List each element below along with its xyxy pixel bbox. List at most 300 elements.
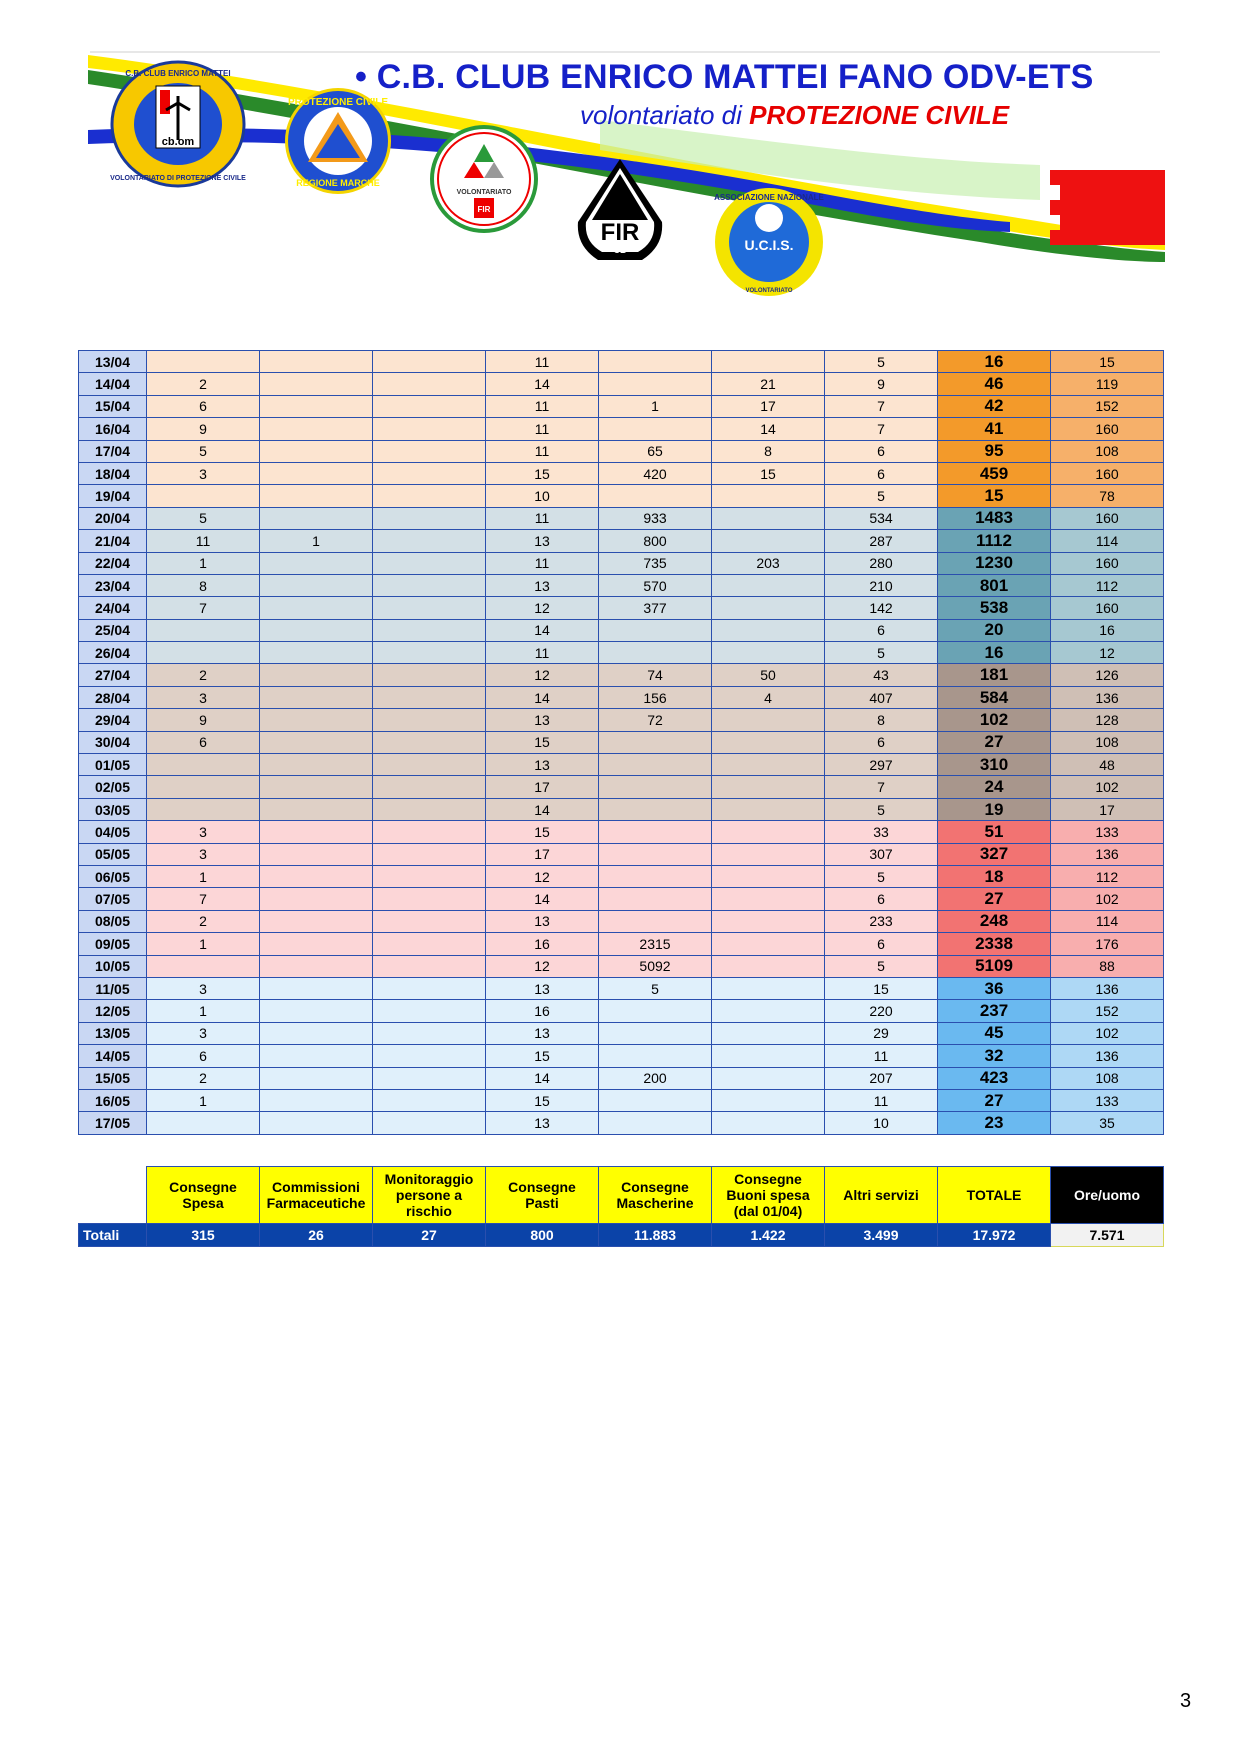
value-cell: [599, 754, 712, 776]
value-cell: 2: [147, 373, 260, 395]
value-cell: 11: [486, 395, 599, 417]
value-cell: [373, 754, 486, 776]
value-cell: [599, 865, 712, 887]
value-cell: 6: [825, 462, 938, 484]
value-cell: [373, 574, 486, 596]
table-row: [79, 642, 1164, 664]
total-cell: 41: [938, 418, 1051, 440]
column-headers-row: [79, 1167, 1164, 1224]
total-cell: 2338: [938, 933, 1051, 955]
table-row: [79, 485, 1164, 507]
date-cell: 29/04: [79, 709, 147, 731]
date-cell: 16/05: [79, 1089, 147, 1111]
value-cell: [147, 642, 260, 664]
total-cell: 32: [938, 1045, 1051, 1067]
value-cell: [260, 977, 373, 999]
value-cell: 6: [825, 933, 938, 955]
value-cell: [599, 619, 712, 641]
value-cell: [373, 709, 486, 731]
value-cell: [260, 485, 373, 507]
value-cell: 8: [825, 709, 938, 731]
value-cell: [373, 977, 486, 999]
date-cell: 03/05: [79, 798, 147, 820]
total-cell: 310: [938, 754, 1051, 776]
value-cell: 9: [147, 418, 260, 440]
value-cell: [260, 440, 373, 462]
value-cell: [373, 552, 486, 574]
value-cell: [599, 1000, 712, 1022]
value-cell: 5: [825, 485, 938, 507]
value-cell: 280: [825, 552, 938, 574]
value-cell: [260, 664, 373, 686]
value-cell: [373, 373, 486, 395]
value-cell: [599, 373, 712, 395]
value-cell: 5092: [599, 955, 712, 977]
value-cell: [147, 485, 260, 507]
header-blank-cell: [79, 1167, 147, 1224]
value-cell: [712, 1089, 825, 1111]
hours-cell: 102: [1051, 1022, 1164, 1044]
value-cell: [373, 619, 486, 641]
hours-cell: 119: [1051, 373, 1164, 395]
value-cell: 13: [486, 709, 599, 731]
hours-cell: 152: [1051, 1000, 1164, 1022]
table-row: [79, 977, 1164, 999]
total-cell: 237: [938, 1000, 1051, 1022]
value-cell: [373, 440, 486, 462]
date-cell: 02/05: [79, 776, 147, 798]
value-cell: [599, 1112, 712, 1134]
value-cell: 1: [147, 1000, 260, 1022]
table-row: [79, 754, 1164, 776]
table-row: [79, 865, 1164, 887]
value-cell: 11: [486, 642, 599, 664]
value-cell: 933: [599, 507, 712, 529]
column-header: Ore/uomo: [1051, 1167, 1164, 1224]
hours-cell: 128: [1051, 709, 1164, 731]
ucis-logo: [713, 186, 825, 298]
date-cell: 05/05: [79, 843, 147, 865]
date-cell: 19/04: [79, 485, 147, 507]
total-cell: 327: [938, 843, 1051, 865]
table-row: [79, 776, 1164, 798]
value-cell: 6: [147, 1045, 260, 1067]
value-cell: [260, 574, 373, 596]
subtitle-highlight: PROTEZIONE CIVILE: [749, 100, 1010, 130]
table-row: [79, 709, 1164, 731]
subtitle-prefix: volontariato di: [580, 100, 750, 130]
hours-cell: 136: [1051, 977, 1164, 999]
value-cell: 13: [486, 910, 599, 932]
date-cell: 22/04: [79, 552, 147, 574]
table-row: [79, 530, 1164, 552]
value-cell: [712, 574, 825, 596]
value-cell: [712, 910, 825, 932]
svg-text:VOLONTARIATO: VOLONTARIATO: [745, 288, 793, 294]
value-cell: [373, 933, 486, 955]
date-cell: 13/05: [79, 1022, 147, 1044]
total-cell: 5109: [938, 955, 1051, 977]
value-cell: [712, 843, 825, 865]
total-cell: 801: [938, 574, 1051, 596]
value-cell: 7: [825, 418, 938, 440]
value-cell: 15: [825, 977, 938, 999]
value-cell: 1: [260, 530, 373, 552]
hours-cell: 17: [1051, 798, 1164, 820]
date-cell: 15/05: [79, 1067, 147, 1089]
value-cell: 233: [825, 910, 938, 932]
value-cell: [260, 619, 373, 641]
date-cell: 13/04: [79, 351, 147, 373]
value-cell: [373, 530, 486, 552]
hours-cell: 160: [1051, 462, 1164, 484]
value-cell: 1: [147, 933, 260, 955]
value-cell: 50: [712, 664, 825, 686]
value-cell: 2315: [599, 933, 712, 955]
date-cell: 04/05: [79, 821, 147, 843]
value-cell: 3: [147, 821, 260, 843]
value-cell: 2: [147, 910, 260, 932]
hours-cell: 88: [1051, 955, 1164, 977]
value-cell: 13: [486, 574, 599, 596]
value-cell: 14: [486, 619, 599, 641]
value-cell: 65: [599, 440, 712, 462]
date-cell: 15/04: [79, 395, 147, 417]
value-cell: [712, 530, 825, 552]
value-cell: 11: [825, 1089, 938, 1111]
value-cell: 1: [147, 1089, 260, 1111]
value-cell: [712, 1000, 825, 1022]
value-cell: [712, 619, 825, 641]
value-cell: [260, 686, 373, 708]
value-cell: [599, 642, 712, 664]
hours-cell: 102: [1051, 888, 1164, 910]
value-cell: 15: [486, 1045, 599, 1067]
table-row: [79, 664, 1164, 686]
column-header: TOTALE: [938, 1167, 1051, 1224]
date-cell: 12/05: [79, 1000, 147, 1022]
value-cell: [599, 910, 712, 932]
value-cell: [712, 1022, 825, 1044]
table-row: [79, 1045, 1164, 1067]
column-total: 315: [147, 1224, 260, 1247]
value-cell: 43: [825, 664, 938, 686]
table-row: [79, 731, 1164, 753]
value-cell: 11: [486, 418, 599, 440]
date-cell: 14/04: [79, 373, 147, 395]
hours-cell: 136: [1051, 686, 1164, 708]
hours-cell: 112: [1051, 865, 1164, 887]
value-cell: 15: [486, 731, 599, 753]
hours-cell: 102: [1051, 776, 1164, 798]
value-cell: [712, 888, 825, 910]
hours-cell: 114: [1051, 530, 1164, 552]
total-cell: 16: [938, 351, 1051, 373]
table-row: [79, 821, 1164, 843]
total-cell: 102: [938, 709, 1051, 731]
page-number: 3: [1180, 1690, 1192, 1712]
date-cell: 21/04: [79, 530, 147, 552]
value-cell: [260, 395, 373, 417]
value-cell: 9: [825, 373, 938, 395]
value-cell: [373, 462, 486, 484]
value-cell: [599, 1022, 712, 1044]
value-cell: [260, 1022, 373, 1044]
value-cell: 570: [599, 574, 712, 596]
value-cell: 7: [147, 888, 260, 910]
date-cell: 10/05: [79, 955, 147, 977]
value-cell: [260, 754, 373, 776]
value-cell: [599, 843, 712, 865]
total-cell: 51: [938, 821, 1051, 843]
value-cell: [712, 709, 825, 731]
value-cell: [147, 955, 260, 977]
value-cell: 11: [147, 530, 260, 552]
value-cell: [373, 642, 486, 664]
value-cell: [260, 843, 373, 865]
column-header: Consegne Spesa: [147, 1167, 260, 1224]
svg-text:FIR: FIR: [600, 219, 640, 246]
value-cell: 2: [147, 664, 260, 686]
value-cell: [712, 798, 825, 820]
value-cell: 11: [486, 440, 599, 462]
value-cell: 534: [825, 507, 938, 529]
value-cell: [260, 351, 373, 373]
value-cell: [599, 821, 712, 843]
table-row: [79, 1089, 1164, 1111]
column-total: 3.499: [825, 1224, 938, 1247]
value-cell: 420: [599, 462, 712, 484]
value-cell: 220: [825, 1000, 938, 1022]
date-cell: 27/04: [79, 664, 147, 686]
value-cell: 7: [825, 776, 938, 798]
value-cell: [712, 933, 825, 955]
value-cell: 13: [486, 1112, 599, 1134]
table-row: [79, 552, 1164, 574]
total-cell: 45: [938, 1022, 1051, 1044]
date-cell: 20/04: [79, 507, 147, 529]
value-cell: [147, 1112, 260, 1134]
value-cell: 14: [486, 1067, 599, 1089]
value-cell: 11: [486, 507, 599, 529]
value-cell: [373, 888, 486, 910]
value-cell: [260, 1045, 373, 1067]
daily-services-table: [78, 350, 1164, 1135]
total-cell: 27: [938, 888, 1051, 910]
value-cell: 12: [486, 955, 599, 977]
column-total: 27: [373, 1224, 486, 1247]
value-cell: [712, 1067, 825, 1089]
value-cell: 74: [599, 664, 712, 686]
value-cell: [373, 1000, 486, 1022]
value-cell: 6: [825, 440, 938, 462]
svg-text:VOLONTARIATO DI PROTEZIONE CIV: VOLONTARIATO DI PROTEZIONE CIVILE: [110, 175, 246, 182]
value-cell: 13: [486, 977, 599, 999]
date-cell: 28/04: [79, 686, 147, 708]
value-cell: 6: [147, 731, 260, 753]
value-cell: [712, 955, 825, 977]
value-cell: [260, 955, 373, 977]
value-cell: 1: [599, 395, 712, 417]
value-cell: 3: [147, 843, 260, 865]
total-cell: 36: [938, 977, 1051, 999]
table-row: [79, 843, 1164, 865]
hours-cell: 176: [1051, 933, 1164, 955]
value-cell: [147, 351, 260, 373]
value-cell: [599, 1045, 712, 1067]
total-cell: 24: [938, 776, 1051, 798]
total-cell: 27: [938, 1089, 1051, 1111]
table-row: [79, 597, 1164, 619]
value-cell: [712, 642, 825, 664]
value-cell: [260, 597, 373, 619]
total-cell: 16: [938, 642, 1051, 664]
value-cell: 15: [486, 462, 599, 484]
date-cell: 17/04: [79, 440, 147, 462]
value-cell: [712, 754, 825, 776]
value-cell: [373, 507, 486, 529]
date-cell: 09/05: [79, 933, 147, 955]
table-row: [79, 888, 1164, 910]
value-cell: 6: [825, 888, 938, 910]
table-row: [79, 418, 1164, 440]
value-cell: 14: [486, 798, 599, 820]
value-cell: 5: [825, 351, 938, 373]
table-row: [79, 619, 1164, 641]
hours-cell: 160: [1051, 597, 1164, 619]
hours-cell: 16: [1051, 619, 1164, 641]
value-cell: 10: [486, 485, 599, 507]
hours-cell: 126: [1051, 664, 1164, 686]
date-cell: 07/05: [79, 888, 147, 910]
hours-cell: 133: [1051, 821, 1164, 843]
column-total: 17.972: [938, 1224, 1051, 1247]
table-row: [79, 1022, 1164, 1044]
value-cell: 2: [147, 1067, 260, 1089]
table-row: [79, 440, 1164, 462]
value-cell: 3: [147, 977, 260, 999]
value-cell: [373, 485, 486, 507]
total-cell: 19: [938, 798, 1051, 820]
column-total: 26: [260, 1224, 373, 1247]
table-row: [79, 395, 1164, 417]
value-cell: [712, 507, 825, 529]
value-cell: [147, 754, 260, 776]
total-cell: 1230: [938, 552, 1051, 574]
value-cell: [373, 664, 486, 686]
svg-text:U.C.I.S.: U.C.I.S.: [744, 237, 794, 253]
protezione-civile-logo: [282, 86, 394, 196]
value-cell: [260, 1000, 373, 1022]
total-cell: 46: [938, 373, 1051, 395]
table-row: [79, 1000, 1164, 1022]
svg-text:CB: CB: [613, 245, 627, 255]
value-cell: [373, 843, 486, 865]
value-cell: [373, 955, 486, 977]
table-row: [79, 933, 1164, 955]
total-cell: 584: [938, 686, 1051, 708]
value-cell: [373, 1112, 486, 1134]
date-cell: 24/04: [79, 597, 147, 619]
value-cell: [712, 1112, 825, 1134]
total-cell: 23: [938, 1112, 1051, 1134]
value-cell: [147, 619, 260, 641]
value-cell: 12: [486, 597, 599, 619]
date-cell: 26/04: [79, 642, 147, 664]
value-cell: [260, 709, 373, 731]
value-cell: [260, 888, 373, 910]
svg-text:FIR: FIR: [477, 205, 491, 214]
svg-text:cb.om: cb.om: [161, 136, 195, 148]
value-cell: 735: [599, 552, 712, 574]
value-cell: 8: [147, 574, 260, 596]
value-cell: [712, 821, 825, 843]
value-cell: 29: [825, 1022, 938, 1044]
total-cell: 181: [938, 664, 1051, 686]
value-cell: 16: [486, 933, 599, 955]
value-cell: 5: [147, 440, 260, 462]
svg-text:PROTEZIONE CIVILE: PROTEZIONE CIVILE: [287, 97, 389, 108]
value-cell: 5: [825, 955, 938, 977]
hours-cell: 48: [1051, 754, 1164, 776]
value-cell: [260, 373, 373, 395]
column-header: Consegne Pasti: [486, 1167, 599, 1224]
value-cell: 5: [825, 798, 938, 820]
value-cell: [260, 1067, 373, 1089]
value-cell: 33: [825, 821, 938, 843]
value-cell: 5: [599, 977, 712, 999]
value-cell: 21: [712, 373, 825, 395]
value-cell: [373, 418, 486, 440]
hours-cell: 133: [1051, 1089, 1164, 1111]
value-cell: 16: [486, 1000, 599, 1022]
date-cell: 16/04: [79, 418, 147, 440]
value-cell: 3: [147, 686, 260, 708]
value-cell: [260, 642, 373, 664]
column-header: Monitoraggio persone a rischio: [373, 1167, 486, 1224]
value-cell: [373, 597, 486, 619]
table-row: [79, 910, 1164, 932]
volontariato-logo: [430, 124, 538, 234]
value-cell: 4: [712, 686, 825, 708]
date-cell: 11/05: [79, 977, 147, 999]
value-cell: [599, 418, 712, 440]
hours-cell: 160: [1051, 418, 1164, 440]
svg-text:REGIONE MARCHE: REGIONE MARCHE: [296, 178, 380, 188]
value-cell: [373, 821, 486, 843]
value-cell: [373, 798, 486, 820]
value-cell: [373, 395, 486, 417]
date-cell: 08/05: [79, 910, 147, 932]
value-cell: 11: [486, 552, 599, 574]
column-header: Altri servizi: [825, 1167, 938, 1224]
table-row: [79, 351, 1164, 373]
column-total: 7.571: [1051, 1224, 1164, 1247]
date-cell: 06/05: [79, 865, 147, 887]
value-cell: [260, 462, 373, 484]
value-cell: [260, 910, 373, 932]
hours-cell: 112: [1051, 574, 1164, 596]
hours-cell: 108: [1051, 440, 1164, 462]
date-cell: 23/04: [79, 574, 147, 596]
value-cell: 203: [712, 552, 825, 574]
value-cell: 5: [147, 507, 260, 529]
value-cell: [147, 776, 260, 798]
value-cell: [260, 1112, 373, 1134]
value-cell: 210: [825, 574, 938, 596]
value-cell: 377: [599, 597, 712, 619]
value-cell: [712, 977, 825, 999]
